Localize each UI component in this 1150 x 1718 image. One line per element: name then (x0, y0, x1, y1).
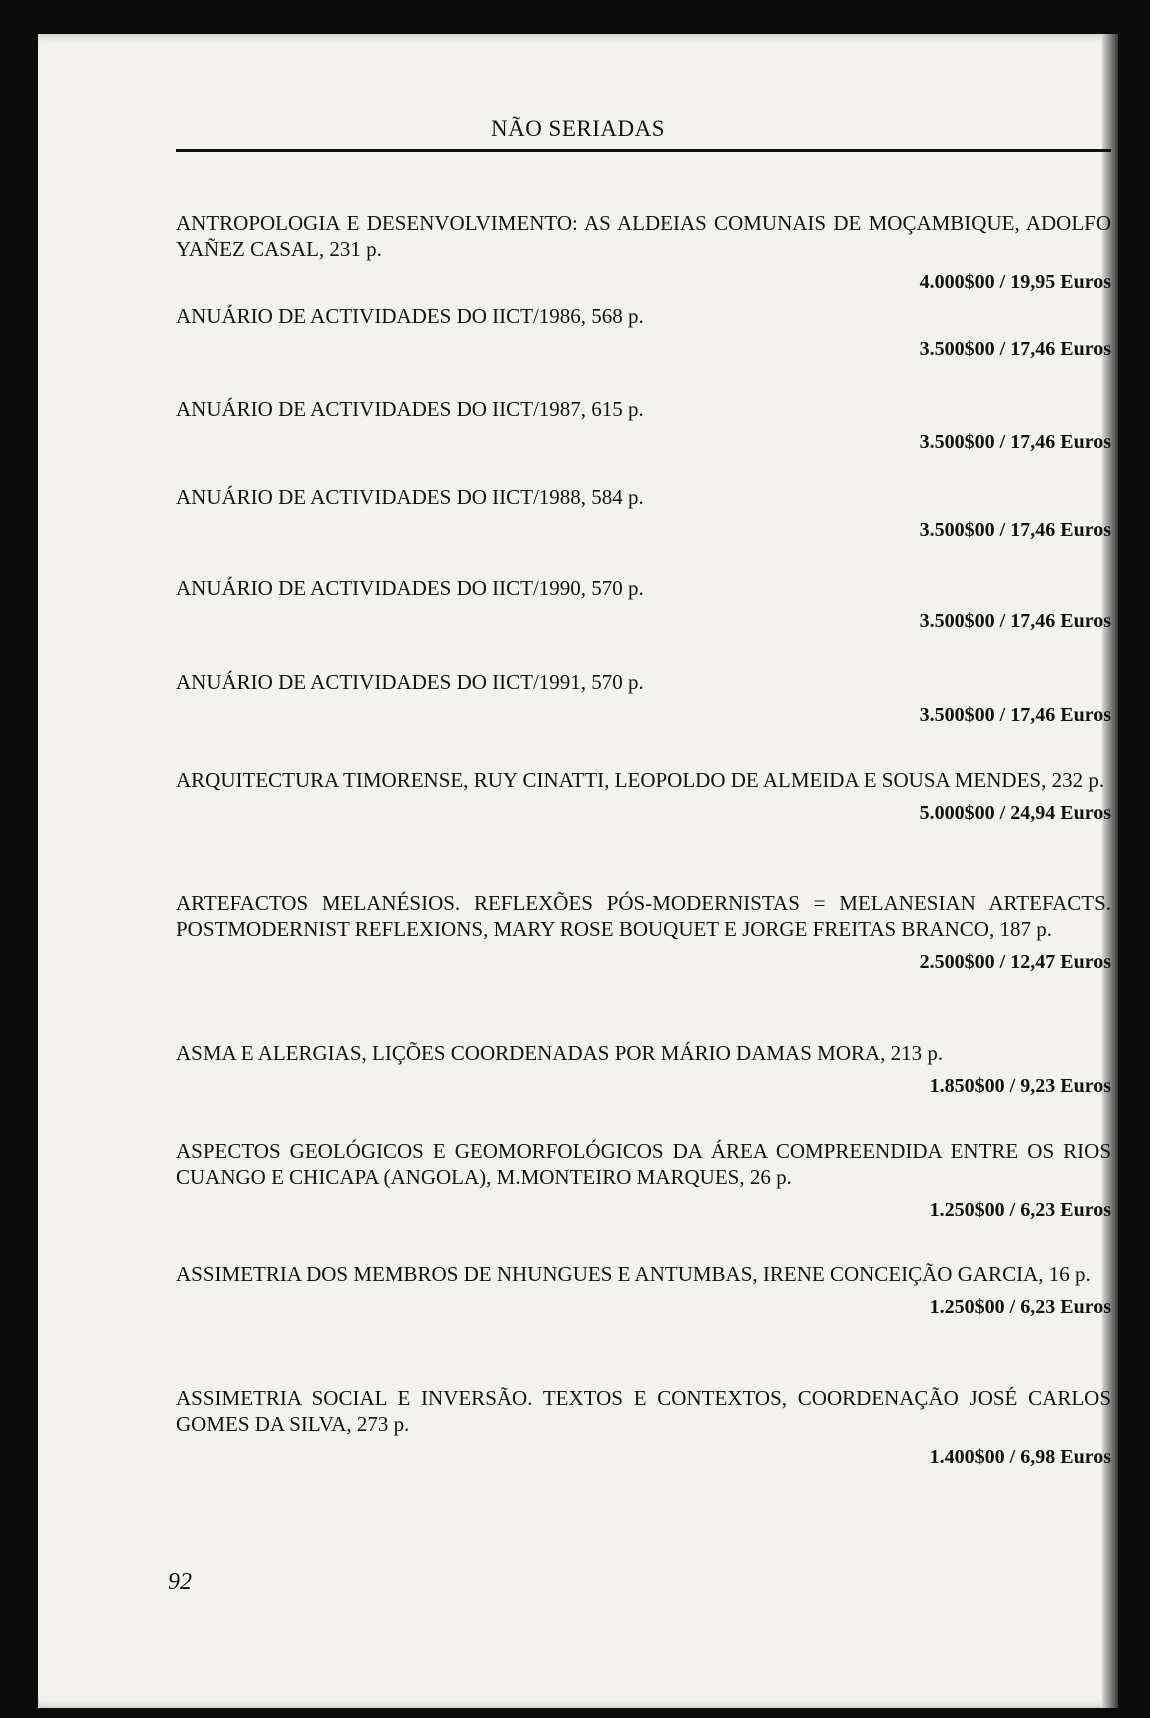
page-number: 92 (168, 1569, 192, 1595)
entry-price: 3.500$00 / 17,46 Euros (919, 519, 1111, 541)
entry-title: ARQUITECTURA TIMORENSE, RUY CINATTI, LEOPOLDO DE ALMEIDA E SOUSA MENDES, 232 p. (176, 768, 1105, 792)
entry-price: 1.400$00 / 6,98 Euros (929, 1446, 1111, 1468)
header-rule (176, 149, 1111, 152)
entry-price: 1.250$00 / 6,23 Euros (929, 1199, 1111, 1221)
catalog-entries (176, 210, 1111, 1485)
entry-title: ANUÁRIO DE ACTIVIDADES DO IICT/1991, 570 p. (176, 670, 644, 694)
catalog-entry (176, 1385, 1111, 1485)
entry-title: ANUÁRIO DE ACTIVIDADES DO IICT/1988, 584 p. (176, 485, 644, 509)
entry-title: ASPECTOS GEOLÓGICOS E GEOMORFOLÓGICOS DA ÁREA COMPREENDIDA ENTRE OS RIOS CUANGO E CHICAPA (ANGOLA), M.MONTEIRO MARQUES, 26 p. (176, 1139, 1111, 1189)
entry-title: ASMA E ALERGIAS, LIÇÕES COORDENADAS POR MÁRIO DAMAS MORA, 213 p. (176, 1041, 944, 1065)
catalog-entry (176, 669, 1111, 767)
entry-title: ANTROPOLOGIA E DESENVOLVIMENTO: AS ALDEIAS COMUNAIS DE MOÇAMBIQUE, ADOLFO YAÑEZ CASAL, 231 p. (176, 211, 1111, 261)
entry-price: 4.000$00 / 19,95 Euros (919, 271, 1111, 293)
catalog-entry (176, 484, 1111, 575)
entry-title: ANUÁRIO DE ACTIVIDADES DO IICT/1987, 615 p. (176, 397, 644, 421)
entry-title: ANUÁRIO DE ACTIVIDADES DO IICT/1990, 570 p. (176, 576, 644, 600)
page-header-title: NÃO SERIADAS (490, 116, 666, 141)
catalog-entry (176, 1261, 1111, 1385)
document-page (38, 34, 1118, 1708)
entry-price: 3.500$00 / 17,46 Euros (919, 431, 1111, 453)
entry-price: 3.500$00 / 17,46 Euros (919, 610, 1111, 632)
catalog-entry (176, 1138, 1111, 1261)
entry-price: 1.850$00 / 9,23 Euros (929, 1075, 1111, 1097)
entry-title: ANUÁRIO DE ACTIVIDADES DO IICT/1986, 568 p. (176, 304, 644, 328)
catalog-entry (176, 210, 1111, 303)
catalog-entry (176, 303, 1111, 396)
entry-title: ARTEFACTOS MELANÉSIOS. REFLEXÕES PÓS-MODERNISTAS = MELANESIAN ARTEFACTS. POSTMODERNIST REFLEXIONS, MARY ROSE BOUQUET E JORGE FREITAS BRANCO, 187 p. (176, 891, 1111, 941)
catalog-entry (176, 890, 1111, 1040)
entry-price: 5.000$00 / 24,94 Euros (919, 802, 1111, 824)
catalog-entry (176, 1040, 1111, 1138)
entry-price: 1.250$00 / 6,23 Euros (929, 1296, 1111, 1318)
entry-price: 3.500$00 / 17,46 Euros (919, 338, 1111, 360)
catalog-entry (176, 767, 1111, 890)
entry-title: ASSIMETRIA DOS MEMBROS DE NHUNGUES E ANTUMBAS, IRENE CONCEIÇÃO GARCIA, 16 p. (176, 1262, 1091, 1286)
catalog-entry (176, 396, 1111, 484)
entry-price: 3.500$00 / 17,46 Euros (919, 704, 1111, 726)
entry-price: 2.500$00 / 12,47 Euros (919, 951, 1111, 973)
entry-title: ASSIMETRIA SOCIAL E INVERSÃO. TEXTOS E CONTEXTOS, COORDENAÇÃO JOSÉ CARLOS GOMES DA SILVA, 273 p. (176, 1386, 1111, 1436)
catalog-entry (176, 575, 1111, 669)
